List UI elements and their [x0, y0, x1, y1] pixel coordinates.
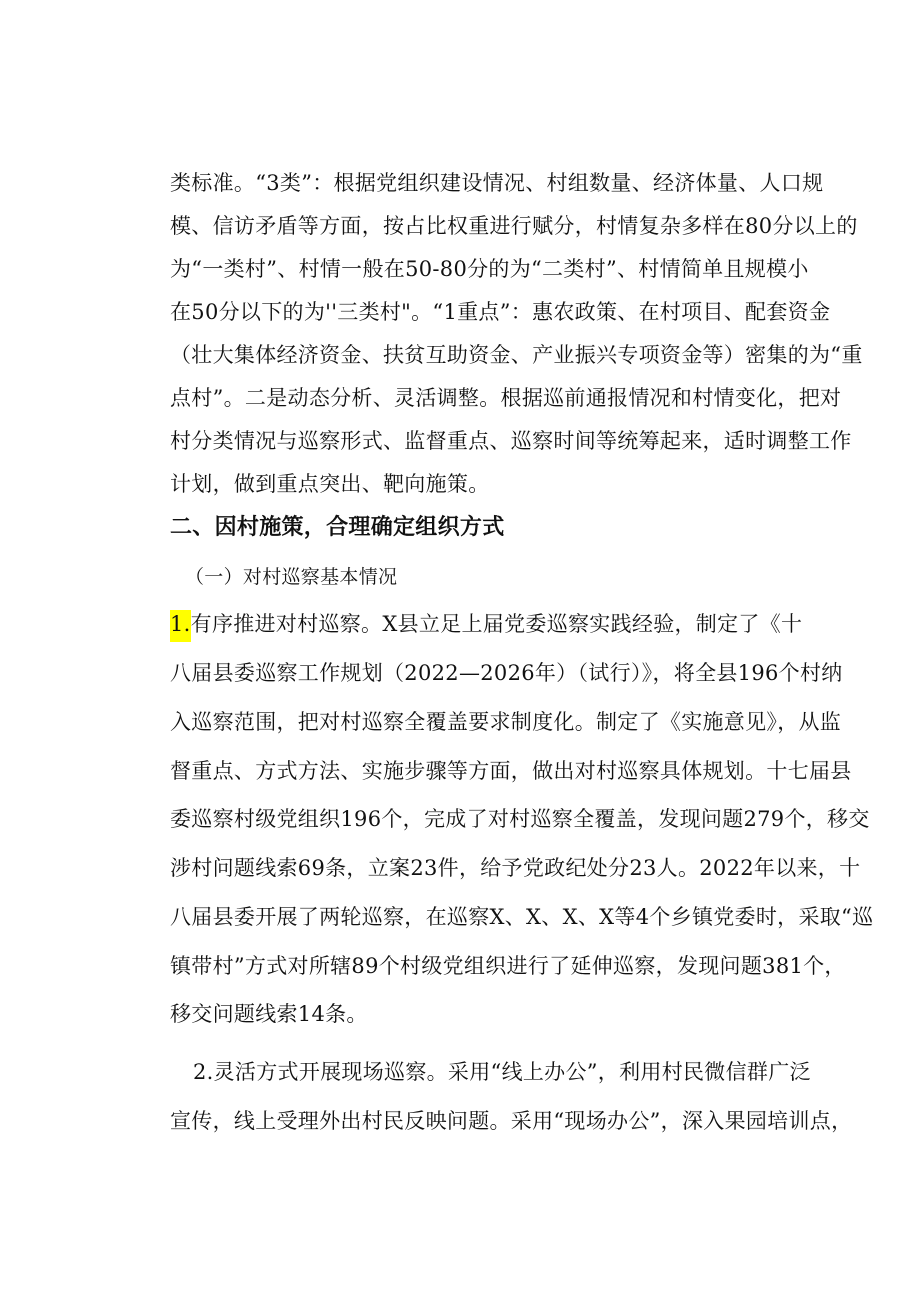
section-heading: 二、因村施策，合理确定组织方式: [170, 515, 505, 540]
paragraph-line: 为“一类村”、村情一般在50-80分的为“二类村”、村情简单且规模小: [170, 257, 809, 281]
paragraph-line: 委巡察村级党组织196个，完成了对村巡察全覆盖，发现问题279个，移交: [170, 807, 870, 831]
subsection-heading: （一）对村巡察基本情况: [185, 566, 398, 588]
paragraph-line: 宣传，线上受理外出村民反映问题。采用“现场办公”，深入果园培训点，: [170, 1109, 853, 1133]
paragraph-line: 点村”。二是动态分析、灵活调整。根据巡前通报情况和村情变化，把对: [170, 386, 842, 410]
paragraph-line: 入巡察范围，把对村巡察全覆盖要求制度化。制定了《实施意见》，从监: [170, 710, 842, 734]
paragraph-line: 移交问题线索14条。: [170, 1002, 368, 1026]
paragraph-line: 镇带村”方式对所辖89个村级党组织进行了延伸巡察，发现问题381个，: [170, 954, 846, 978]
paragraph-line: 村分类情况与巡察形式、监督重点、巡察时间等统筹起来，适时调整工作: [170, 429, 852, 453]
paragraph-line: （壮大集体经济资金、扶贫互助资金、产业振兴专项资金等）密集的为“重: [170, 343, 863, 367]
paragraph-line: 在50分以下的为''三类村"。“1重点”：惠农政策、在村项目、配套资金: [170, 300, 831, 324]
paragraph-line: 八届县委开展了两轮巡察，在巡察X、X、X、X等4个乡镇党委时，采取“巡: [170, 905, 874, 929]
paragraph-line: 督重点、方式方法、实施步骤等方面，做出对村巡察具体规划。十七届县: [170, 759, 852, 783]
paragraph-line: 涉村问题线索69条，立案23件，给予党政纪处分23人。2022年以来，十: [170, 856, 861, 880]
paragraph-line: 类标准。“3类”：根据党组织建设情况、村组数量、经济体量、人口规: [170, 171, 824, 195]
item-text: 有序推进对村巡察。X县立足上届党委巡察实践经验，制定了《十: [190, 612, 803, 636]
paragraph-line: 计划，做到重点突出、靶向施策。: [170, 472, 490, 496]
paragraph-line: 模、信访矛盾等方面，按占比权重进行赋分，村情复杂多样在80分以上的: [170, 214, 858, 238]
item-number-highlight: 1.: [170, 610, 191, 642]
paragraph-line: 八届县委巡察工作规划（2022—2026年）（试行）》，将全县196个村纳: [170, 661, 843, 685]
item-1-first-line: [170, 609, 830, 639]
paragraph-line: 2.灵活方式开展现场巡察。采用“线上办公”，利用村民微信群广泛: [193, 1060, 811, 1084]
